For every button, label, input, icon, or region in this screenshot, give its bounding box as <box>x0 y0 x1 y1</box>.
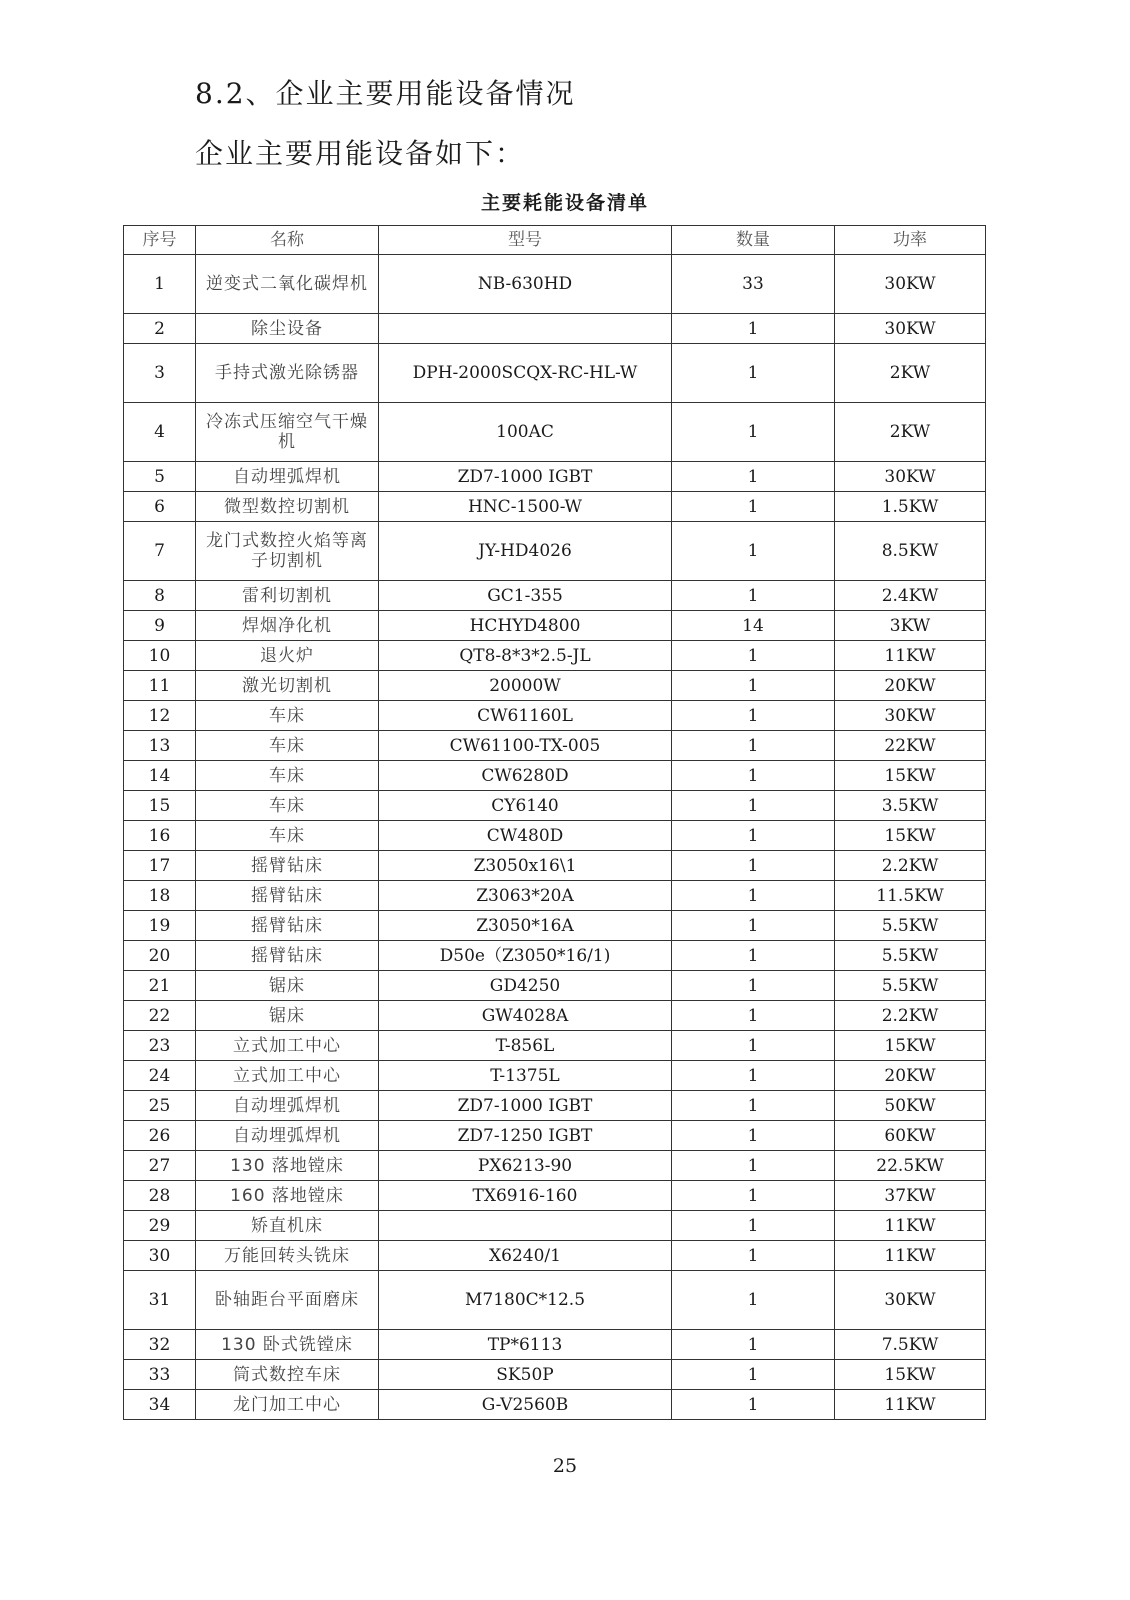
table-row <box>124 522 986 581</box>
table-row <box>124 1121 986 1151</box>
cell-index: 6 <box>124 492 196 522</box>
cell-quantity: 1 <box>672 1211 835 1241</box>
table-row <box>124 911 986 941</box>
cell-name: 摇臂钻床 <box>196 911 379 941</box>
cell-index: 15 <box>124 791 196 821</box>
cell-quantity: 1 <box>672 701 835 731</box>
cell-power: 5.5KW <box>835 971 986 1001</box>
cell-model: ZD7-1250 IGBT <box>379 1121 672 1151</box>
table-row <box>124 1061 986 1091</box>
cell-power: 3KW <box>835 611 986 641</box>
cell-power: 22.5KW <box>835 1151 986 1181</box>
cell-quantity: 1 <box>672 1091 835 1121</box>
cell-power: 2KW <box>835 403 986 462</box>
cell-quantity: 1 <box>672 1151 835 1181</box>
cell-model: M7180C*12.5 <box>379 1271 672 1330</box>
cell-quantity: 1 <box>672 522 835 581</box>
cell-model: PX6213-90 <box>379 1151 672 1181</box>
cell-index: 9 <box>124 611 196 641</box>
cell-power: 2KW <box>835 344 986 403</box>
cell-name: 车床 <box>196 821 379 851</box>
table-row <box>124 731 986 761</box>
table-row <box>124 791 986 821</box>
cell-model: CW6280D <box>379 761 672 791</box>
cell-model: CW61100-TX-005 <box>379 731 672 761</box>
cell-index: 12 <box>124 701 196 731</box>
cell-name: 车床 <box>196 731 379 761</box>
cell-name: 激光切割机 <box>196 671 379 701</box>
cell-name: 手持式激光除锈器 <box>196 344 379 403</box>
cell-quantity: 1 <box>672 1271 835 1330</box>
cell-model: G-V2560B <box>379 1390 672 1420</box>
cell-quantity: 14 <box>672 611 835 641</box>
cell-power: 11KW <box>835 1211 986 1241</box>
cell-index: 4 <box>124 403 196 462</box>
table-row <box>124 611 986 641</box>
cell-index: 25 <box>124 1091 196 1121</box>
cell-power: 30KW <box>835 314 986 344</box>
cell-index: 29 <box>124 1211 196 1241</box>
cell-power: 37KW <box>835 1181 986 1211</box>
cell-index: 13 <box>124 731 196 761</box>
cell-model: Z3063*20A <box>379 881 672 911</box>
cell-model: T-1375L <box>379 1061 672 1091</box>
table-row <box>124 1091 986 1121</box>
cell-index: 16 <box>124 821 196 851</box>
table-row <box>124 821 986 851</box>
cell-name: 自动埋弧焊机 <box>196 1091 379 1121</box>
cell-quantity: 1 <box>672 1330 835 1360</box>
cell-model: QT8-8*3*2.5-JL <box>379 641 672 671</box>
cell-quantity: 1 <box>672 911 835 941</box>
cell-quantity: 1 <box>672 851 835 881</box>
table-row <box>124 581 986 611</box>
cell-index: 1 <box>124 255 196 314</box>
cell-quantity: 1 <box>672 941 835 971</box>
cell-name: 车床 <box>196 791 379 821</box>
table-row <box>124 403 986 462</box>
page-number: 25 <box>552 1455 578 1477</box>
table-row <box>124 641 986 671</box>
cell-power: 7.5KW <box>835 1330 986 1360</box>
cell-model: GD4250 <box>379 971 672 1001</box>
cell-name: 立式加工中心 <box>196 1061 379 1091</box>
col-header-power: 功率 <box>835 226 986 255</box>
cell-index: 23 <box>124 1031 196 1061</box>
cell-power: 15KW <box>835 761 986 791</box>
cell-model: CW480D <box>379 821 672 851</box>
cell-quantity: 1 <box>672 791 835 821</box>
cell-index: 34 <box>124 1390 196 1420</box>
cell-model: Z3050*16A <box>379 911 672 941</box>
cell-name: 龙门加工中心 <box>196 1390 379 1420</box>
cell-power: 15KW <box>835 821 986 851</box>
table-row <box>124 971 986 1001</box>
cell-name: 逆变式二氧化碳焊机 <box>196 255 379 314</box>
cell-power: 2.2KW <box>835 851 986 881</box>
table-row <box>124 701 986 731</box>
cell-power: 30KW <box>835 462 986 492</box>
table-body <box>124 255 986 1420</box>
table-row <box>124 1241 986 1271</box>
cell-index: 30 <box>124 1241 196 1271</box>
cell-quantity: 1 <box>672 1121 835 1151</box>
cell-index: 8 <box>124 581 196 611</box>
cell-model: CW61160L <box>379 701 672 731</box>
cell-power: 30KW <box>835 1271 986 1330</box>
col-header-index: 序号 <box>124 226 196 255</box>
table-row <box>124 671 986 701</box>
cell-name: 卧轴距台平面磨床 <box>196 1271 379 1330</box>
cell-model: TP*6113 <box>379 1330 672 1360</box>
cell-index: 7 <box>124 522 196 581</box>
cell-name: 退火炉 <box>196 641 379 671</box>
cell-name: 锯床 <box>196 971 379 1001</box>
col-header-model: 型号 <box>379 226 672 255</box>
table-row <box>124 761 986 791</box>
cell-index: 27 <box>124 1151 196 1181</box>
cell-name: 筒式数控车床 <box>196 1360 379 1390</box>
table-row <box>124 1181 986 1211</box>
cell-power: 1.5KW <box>835 492 986 522</box>
cell-name: 摇臂钻床 <box>196 881 379 911</box>
cell-quantity: 1 <box>672 1241 835 1271</box>
cell-quantity: 1 <box>672 671 835 701</box>
cell-index: 14 <box>124 761 196 791</box>
col-header-name: 名称 <box>196 226 379 255</box>
table-row <box>124 462 986 492</box>
cell-model <box>379 314 672 344</box>
cell-quantity: 1 <box>672 971 835 1001</box>
table-header-row <box>124 226 986 255</box>
cell-index: 2 <box>124 314 196 344</box>
cell-model: ZD7-1000 IGBT <box>379 462 672 492</box>
cell-quantity: 1 <box>672 1031 835 1061</box>
cell-quantity: 1 <box>672 1181 835 1211</box>
cell-index: 24 <box>124 1061 196 1091</box>
cell-power: 30KW <box>835 701 986 731</box>
cell-index: 11 <box>124 671 196 701</box>
cell-quantity: 1 <box>672 641 835 671</box>
cell-power: 50KW <box>835 1091 986 1121</box>
cell-power: 30KW <box>835 255 986 314</box>
cell-power: 11KW <box>835 1241 986 1271</box>
table-row <box>124 1390 986 1420</box>
cell-model: D50e（Z3050*16/1) <box>379 941 672 971</box>
table-row <box>124 1211 986 1241</box>
cell-model: NB-630HD <box>379 255 672 314</box>
cell-power: 5.5KW <box>835 941 986 971</box>
cell-index: 26 <box>124 1121 196 1151</box>
cell-index: 10 <box>124 641 196 671</box>
cell-index: 3 <box>124 344 196 403</box>
cell-name: 自动埋弧焊机 <box>196 1121 379 1151</box>
table-row <box>124 851 986 881</box>
cell-quantity: 1 <box>672 403 835 462</box>
equipment-table <box>123 225 986 1420</box>
cell-quantity: 1 <box>672 462 835 492</box>
cell-quantity: 1 <box>672 731 835 761</box>
cell-index: 32 <box>124 1330 196 1360</box>
cell-quantity: 1 <box>672 1390 835 1420</box>
col-header-quantity: 数量 <box>672 226 835 255</box>
table-row <box>124 1001 986 1031</box>
cell-model: 20000W <box>379 671 672 701</box>
cell-model: HNC-1500-W <box>379 492 672 522</box>
cell-model: HCHYD4800 <box>379 611 672 641</box>
cell-name: 立式加工中心 <box>196 1031 379 1061</box>
cell-index: 20 <box>124 941 196 971</box>
cell-index: 31 <box>124 1271 196 1330</box>
cell-quantity: 1 <box>672 821 835 851</box>
cell-name: 雷利切割机 <box>196 581 379 611</box>
cell-power: 11KW <box>835 641 986 671</box>
cell-name: 130 落地镗床 <box>196 1151 379 1181</box>
cell-power: 11KW <box>835 1390 986 1420</box>
cell-name: 摇臂钻床 <box>196 941 379 971</box>
cell-model: JY-HD4026 <box>379 522 672 581</box>
cell-power: 8.5KW <box>835 522 986 581</box>
table-row <box>124 1271 986 1330</box>
cell-power: 20KW <box>835 1061 986 1091</box>
cell-power: 15KW <box>835 1031 986 1061</box>
intro-text: 企业主要用能设备如下： <box>195 137 526 170</box>
cell-index: 21 <box>124 971 196 1001</box>
table-row <box>124 314 986 344</box>
table-row <box>124 881 986 911</box>
cell-name: 160 落地镗床 <box>196 1181 379 1211</box>
cell-name: 锯床 <box>196 1001 379 1031</box>
cell-model: ZD7-1000 IGBT <box>379 1091 672 1121</box>
cell-name: 摇臂钻床 <box>196 851 379 881</box>
cell-quantity: 1 <box>672 1360 835 1390</box>
cell-quantity: 1 <box>672 761 835 791</box>
cell-name: 自动埋弧焊机 <box>196 462 379 492</box>
cell-power: 5.5KW <box>835 911 986 941</box>
cell-index: 18 <box>124 881 196 911</box>
cell-power: 20KW <box>835 671 986 701</box>
table-row <box>124 1330 986 1360</box>
cell-quantity: 1 <box>672 1001 835 1031</box>
cell-index: 28 <box>124 1181 196 1211</box>
cell-name: 焊烟净化机 <box>196 611 379 641</box>
cell-model: Z3050x16\1 <box>379 851 672 881</box>
cell-model: 100AC <box>379 403 672 462</box>
cell-model: DPH-2000SCQX-RC-HL-W <box>379 344 672 403</box>
cell-model: GC1-355 <box>379 581 672 611</box>
cell-power: 22KW <box>835 731 986 761</box>
cell-model: X6240/1 <box>379 1241 672 1271</box>
cell-name: 车床 <box>196 761 379 791</box>
cell-model: TX6916-160 <box>379 1181 672 1211</box>
cell-name: 冷冻式压缩空气干燥机 <box>196 403 379 462</box>
cell-name: 车床 <box>196 701 379 731</box>
cell-index: 19 <box>124 911 196 941</box>
cell-power: 15KW <box>835 1360 986 1390</box>
cell-name: 微型数控切割机 <box>196 492 379 522</box>
cell-model: T-856L <box>379 1031 672 1061</box>
table-caption: 主要耗能设备清单 <box>480 192 649 214</box>
cell-quantity: 1 <box>672 1061 835 1091</box>
cell-index: 33 <box>124 1360 196 1390</box>
cell-name: 万能回转头铣床 <box>196 1241 379 1271</box>
cell-index: 22 <box>124 1001 196 1031</box>
cell-power: 2.4KW <box>835 581 986 611</box>
cell-power: 2.2KW <box>835 1001 986 1031</box>
cell-model: SK50P <box>379 1360 672 1390</box>
cell-quantity: 1 <box>672 881 835 911</box>
cell-name: 除尘设备 <box>196 314 379 344</box>
table-row <box>124 1360 986 1390</box>
cell-power: 60KW <box>835 1121 986 1151</box>
cell-index: 17 <box>124 851 196 881</box>
cell-power: 11.5KW <box>835 881 986 911</box>
section-heading: 8.2、企业主要用能设备情况 <box>195 77 576 110</box>
cell-quantity: 1 <box>672 492 835 522</box>
cell-name: 矫直机床 <box>196 1211 379 1241</box>
cell-index: 5 <box>124 462 196 492</box>
table-row <box>124 344 986 403</box>
cell-power: 3.5KW <box>835 791 986 821</box>
cell-quantity: 1 <box>672 581 835 611</box>
cell-model: CY6140 <box>379 791 672 821</box>
cell-name: 130 卧式铣镗床 <box>196 1330 379 1360</box>
cell-quantity: 1 <box>672 314 835 344</box>
table-row <box>124 941 986 971</box>
table-row <box>124 492 986 522</box>
table-row <box>124 1151 986 1181</box>
cell-quantity: 33 <box>672 255 835 314</box>
cell-model: GW4028A <box>379 1001 672 1031</box>
cell-name: 龙门式数控火焰等离子切割机 <box>196 522 379 581</box>
table-row <box>124 255 986 314</box>
cell-model <box>379 1211 672 1241</box>
cell-quantity: 1 <box>672 344 835 403</box>
table-row <box>124 1031 986 1061</box>
